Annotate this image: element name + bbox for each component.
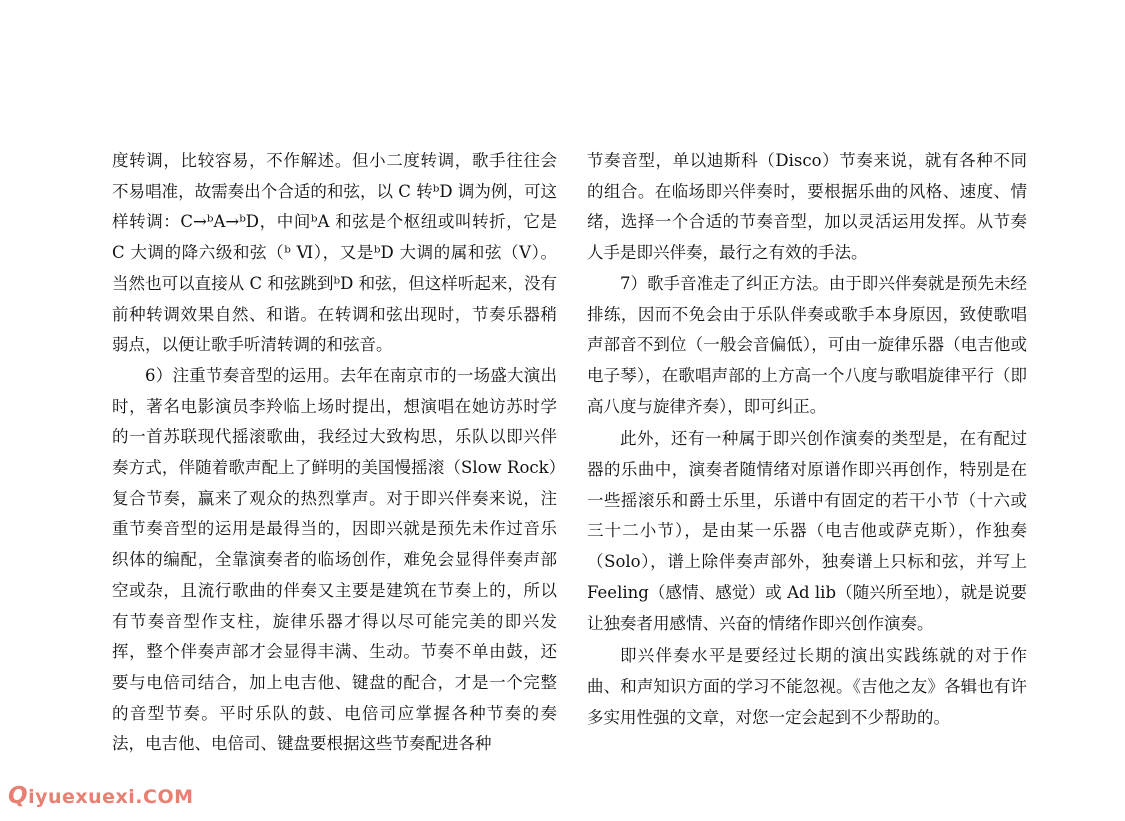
watermark-text: iyuexuexi.COM — [28, 786, 194, 808]
left-text-column — [112, 146, 557, 760]
paragraph-pitch-correction: 7）歌手音准走了纠正方法。由于即兴伴奏就是预先未经排练，因而不免会由于乐队伴奏或歌手本身原因，致使歌唱声部音不到位（一般会音偏低），可由一旋律乐器（电吉他或电子琴），在歌唱声部的上方高一个八度与歌唱旋律平行（即高八度与旋律齐奏），即可纠正。 — [587, 273, 1027, 416]
paragraph-key-change: 度转调，比较容易，不作解述。但小二度转调，歌手往往会不易唱准，故需奏出个合适的和弦，以 C 转ᵇD 调为例，可这样转调：C→ᵇA→ᵇD，中间ᵇA 和弦是个枢纽或叫转折，它是 C 大调的降六级和弦（ᵇ Ⅵ），又是ᵇD 大调的属和弦（Ⅴ）。当然也可以直接从 C 和弦跳到ᵇD 和弦，但这样听起来，没有前种转调效果自然、和谐。在转调和弦出现时，节奏乐器稍弱点，以便让歌手听清转调的和弦音。 — [112, 151, 557, 355]
site-watermark — [8, 783, 194, 809]
watermark-initial: Q — [8, 783, 29, 809]
paragraph-improvisation: 此外，还有一种属于即兴创作演奏的类型是，在有配过器的乐曲中，演奏者随情绪对原谱作即兴再创作，特别是在一些摇滚乐和爵士乐里，乐谱中有固定的若干小节（十六或三十二小节），是由某一乐器（电吉他或萨克斯），作独奏（Solo），谱上除伴奏声部外，独奏谱上只标和弦，并写上 Feeling（感情、感觉）或 Ad lib（随兴所至地），就是说要让独奏者用感情、兴奋的情绪作即兴创作演奏。 — [587, 429, 1027, 633]
paragraph-rhythm-pattern: 6）注重节奏音型的运用。去年在南京市的一场盛大演出时，著名电影演员李羚临上场时提出，想演唱在她访苏时学的一首苏联现代摇滚歌曲，我经过大致构思，乐队以即兴伴奏方式，伴随着歌声配上了鲜明的美国慢摇滚（Slow Rock）复合节奏，赢来了观众的热烈掌声。对于即兴伴奏来说，注重节奏音型的运用是最得当的，因即兴就是预先未作过音乐织体的编配，全靠演奏者的临场创作，难免会显得伴奏声部空或杂，且流行歌曲的伴奏又主要是建筑在节奏上的，所以有节奏音型作支柱，旋律乐器才得以尽可能完美的即兴发挥，整个伴奏声部才会显得丰满、生动。节奏不单由鼓，还要与电倍司结合，加上电吉他、键盘的配合，才是一个完整的音型节奏。平时乐队的鼓、电倍司应掌握各种节奏的奏法，电吉他、电倍司、键盘要根据这些节奏配进各种 — [112, 365, 557, 754]
paragraph-conclusion: 即兴伴奏水平是要经过长期的演出实践练就的对于作曲、和声知识方面的学习不能忽视。《吉他之友》各辑也有许多实用性强的文章，对您一定会起到不少帮助的。 — [587, 646, 1027, 727]
paragraph-rhythm-continued: 节奏音型，单以迪斯科（Disco）节奏来说，就有各种不同的组合。在临场即兴伴奏时，要根据乐曲的风格、速度、情绪，选择一个合适的节奏音型，加以灵活运用发挥。从节奏人手是即兴伴奏，最行之有效的手法。 — [587, 151, 1027, 263]
right-text-column — [587, 146, 1027, 733]
